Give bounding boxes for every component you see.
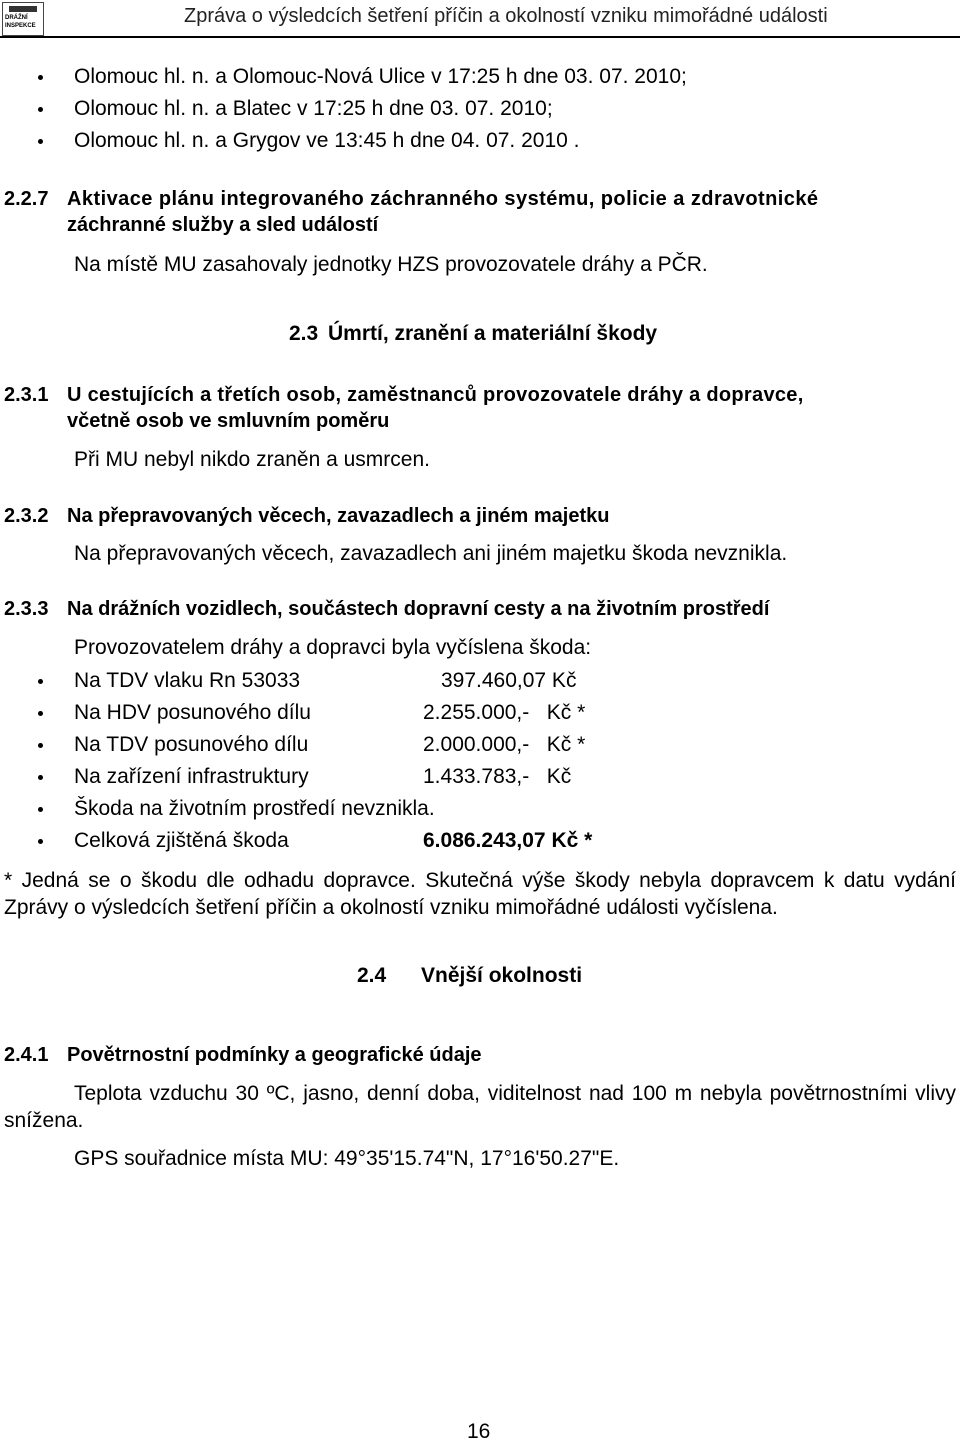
header-divider	[0, 36, 960, 38]
logo-mark	[9, 6, 37, 12]
list-item: Olomouc hl. n. a Blatec v 17:25 h dne 03. 07. 2010;	[74, 97, 553, 120]
section-heading: Úmrtí, zranění a materiální škody	[328, 322, 658, 345]
bullet-marker	[38, 711, 43, 716]
bullet-marker	[38, 75, 43, 80]
section-body: Při MU nebyl nikdo zraněn a usmrcen.	[74, 448, 430, 471]
bullet-marker	[38, 139, 43, 144]
damage-item-amount: 1.433.783,- Kč	[423, 765, 572, 788]
logo-text-line1: DRÁŽNÍ	[5, 15, 28, 21]
page-header-title: Zpráva o výsledcích šetření příčin a okolností vzniku mimořádné události	[184, 5, 828, 27]
section-heading: Aktivace plánu integrovaného záchranného systému, policie a zdravotnické	[67, 188, 819, 210]
section-number: 2.3.2	[4, 505, 49, 527]
section-heading: Vnější okolnosti	[421, 964, 583, 987]
logo	[2, 2, 44, 36]
damage-item-amount: 2.255.000,- Kč *	[423, 701, 586, 724]
weather-paragraph: Teplota vzduchu 30 ºC, jasno, denní doba, viditelnost nad 100 m nebyla povětrnostními vlivy snížena.	[4, 1082, 956, 1132]
section-heading: Povětrnostní podmínky a geografické údaje	[67, 1044, 482, 1066]
damage-item-amount: 397.460,07 Kč	[441, 669, 577, 692]
section-number: 2.3	[289, 322, 319, 345]
section-body: Na přepravovaných věcech, zavazadlech ani jiném majetku škoda nevznikla.	[74, 542, 788, 565]
bullet-marker	[38, 775, 43, 780]
bullet-marker	[38, 679, 43, 684]
section-heading: U cestujících a třetích osob, zaměstnanců provozovatele dráhy a dopravce,	[67, 384, 804, 406]
damage-item-label: Na zařízení infrastruktury	[74, 765, 309, 788]
section-heading: Na drážních vozidlech, součástech dopravní cesty a na životním prostředí	[67, 598, 770, 620]
section-number: 2.4.1	[4, 1044, 49, 1066]
damage-item-label: Na TDV vlaku Rn 53033	[74, 669, 301, 692]
damage-item-amount: 2.000.000,- Kč *	[423, 733, 586, 756]
section-heading-cont: záchranné služby a sled událostí	[67, 214, 379, 236]
section-intro: Provozovatelem dráhy a dopravci byla vyčíslena škoda:	[74, 636, 592, 659]
bullet-marker	[38, 807, 43, 812]
section-number: 2.3.3	[4, 598, 49, 620]
section-number: 2.3.1	[4, 384, 49, 406]
bullet-marker	[38, 743, 43, 748]
section-heading: Na přepravovaných věcech, zavazadlech a jiném majetku	[67, 505, 610, 527]
damage-total-label: Celková zjištěná škoda	[74, 829, 289, 852]
bullet-marker	[38, 839, 43, 844]
damage-item-label: Na HDV posunového dílu	[74, 701, 311, 724]
damage-item-label: Škoda na životním prostředí nevznikla.	[74, 797, 435, 820]
gps-coordinates: GPS souřadnice místa MU: 49°35'15.74"N, 17°16'50.27"E.	[74, 1147, 620, 1170]
section-heading-cont: včetně osob ve smluvním poměru	[67, 410, 390, 432]
damage-note: * Jedná se o škodu dle odhadu dopravce. Skutečná výše škody nebyla dopravcem k datu vydání Zprávy o výsledcích šetření příčin a okolností vzniku mimořádné události vyčíslena.	[4, 869, 956, 919]
section-number: 2.2.7	[4, 188, 49, 210]
damage-item-label: Na TDV posunového dílu	[74, 733, 309, 756]
logo-text-line2: INSPEKCE	[5, 23, 36, 29]
list-item: Olomouc hl. n. a Olomouc-Nová Ulice v 17:25 h dne 03. 07. 2010;	[74, 65, 687, 88]
page-number: 16	[467, 1420, 491, 1443]
list-item: Olomouc hl. n. a Grygov ve 13:45 h dne 04. 07. 2010 .	[74, 129, 580, 152]
section-body: Na místě MU zasahovaly jednotky HZS provozovatele dráhy a PČR.	[74, 253, 708, 276]
bullet-marker	[38, 107, 43, 112]
section-number: 2.4	[357, 964, 387, 987]
damage-total-amount: 6.086.243,07 Kč *	[423, 829, 593, 852]
